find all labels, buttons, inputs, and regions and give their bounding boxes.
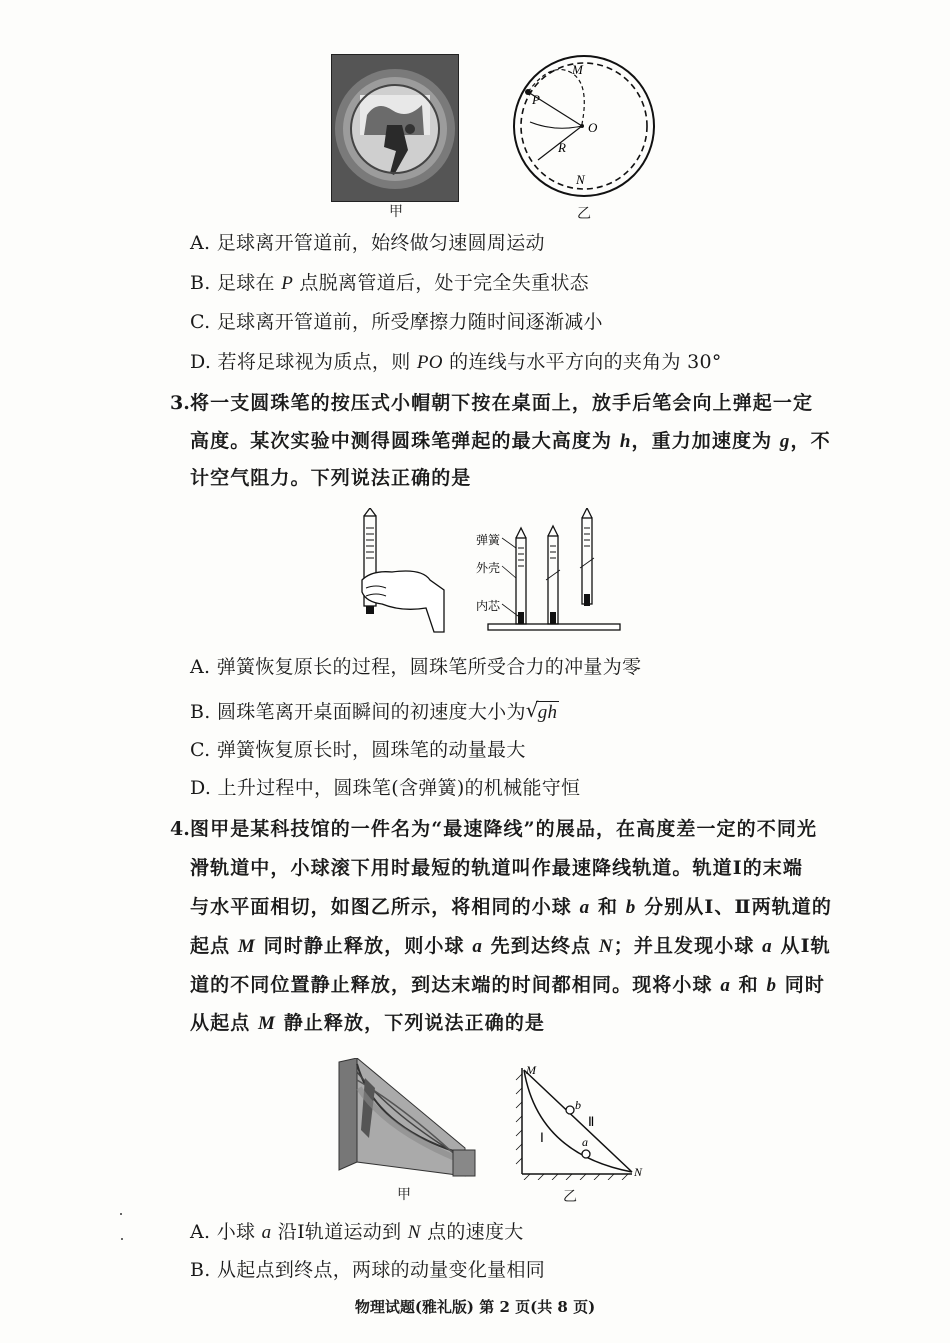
label-P: P	[532, 92, 540, 107]
q4-var-N: N	[598, 936, 614, 957]
q4-var-a: a	[762, 936, 773, 957]
q4-option-a-text3: 点的速度大	[420, 1221, 524, 1243]
q2-option-a: A. 足球离开管道前，始终做匀速圆周运动	[190, 232, 545, 254]
figure-caption-jia: 甲	[389, 204, 403, 220]
table-surface	[488, 624, 620, 630]
q4-var-b: b	[625, 897, 637, 918]
hatching	[516, 1074, 628, 1180]
q4-var-M: M	[258, 1013, 277, 1034]
q4-text: 从Ⅰ轨	[772, 935, 831, 957]
q3-number: 3.	[170, 392, 190, 414]
label-track-I: Ⅰ	[540, 1130, 544, 1145]
brachistochrone-exhibit-photo	[335, 1058, 477, 1182]
q3-option-d: D. 上升过程中，圆珠笔(含弹簧)的机械能守恒	[190, 777, 581, 799]
q3-option-b-text: B. 圆珠笔离开桌面瞬间的初速度大小为	[190, 701, 526, 723]
label-M: M	[526, 1063, 536, 1077]
q4-option-b: B. 从起点到终点，两球的动量变化量相同	[190, 1259, 546, 1281]
q3-var-g: g	[779, 431, 791, 452]
q2-option-b	[190, 271, 589, 296]
q2-option-d	[190, 350, 722, 375]
q4-option-a-text: A. 小球	[190, 1221, 262, 1243]
q4-stem-line6	[190, 1011, 545, 1036]
q4-figure-caption-yi: 乙	[563, 1189, 577, 1205]
q4-figure-caption-jia: 甲	[397, 1187, 411, 1203]
pipe-photo	[331, 54, 459, 202]
curve-guide	[530, 122, 582, 128]
track-II	[524, 1070, 632, 1172]
q3-option-a: A. 弹簧恢复原长的过程，圆珠笔所受合力的冲量为零	[190, 656, 642, 678]
q2-option-d-var: PO	[416, 352, 443, 373]
label-a: a	[582, 1135, 588, 1149]
q3-stem-line2	[190, 429, 831, 454]
sqrt-gh: √ gh	[525, 698, 558, 723]
pen-middle	[546, 526, 560, 624]
q2-option-c: C. 足球离开管道前，所受摩擦力随时间逐渐减小	[190, 311, 603, 333]
pipe-photo-drawing	[332, 55, 458, 201]
q4-text: 道的不同位置静止释放，到达末端的时间都相同。现将小球	[190, 974, 721, 996]
q4-option-a-text2: 沿Ⅰ轨道运动到	[271, 1221, 408, 1243]
q2-option-d-text2: 的连线与水平方向的夹角为 30°	[442, 351, 722, 373]
q4-text: ；并且发现小球	[613, 935, 763, 957]
label-M: M	[572, 62, 583, 77]
figure-caption-yi: 乙	[577, 206, 591, 222]
hand-pen	[362, 508, 444, 632]
q3-option-c: C. 弹簧恢复原长时，圆珠笔的动量最大	[190, 739, 526, 761]
label-track-II: Ⅱ	[588, 1114, 595, 1129]
q4-text: 先到达终点	[482, 935, 599, 957]
q4-text: 和	[730, 974, 767, 996]
label-shell: 外壳	[476, 561, 501, 575]
q4-stem-line2: 滑轨道中，小球滚下用时最短的轨道叫作最速降线轨道。轨道Ⅰ的末端	[190, 857, 803, 879]
q3-var-h: h	[619, 431, 632, 452]
q4-var-a: a	[472, 936, 483, 957]
label-spring: 弹簧	[476, 533, 501, 547]
label-O: O	[588, 120, 598, 135]
circular-track-diagram	[510, 52, 658, 200]
q4-option-a-var: a	[261, 1222, 272, 1243]
q3-stem-text2: ，重力加速度为	[631, 430, 780, 452]
q4-text: 同时静止释放，则小球	[255, 935, 473, 957]
q2-option-b-text: B. 足球在	[190, 272, 282, 294]
q4-text: 和	[590, 896, 626, 918]
point-O	[580, 124, 584, 128]
q3-stem-text: 高度。某次实验中测得圆珠笔弹起的最大高度为	[190, 430, 620, 452]
label-R: R	[558, 140, 566, 155]
q4-var-a: a	[579, 897, 591, 918]
q4-option-a	[190, 1220, 524, 1245]
scan-speck	[120, 1213, 122, 1215]
q4-stem-line1: 图甲是某科技馆的一件名为“最速降线”的展品，在高度差一定的不同光	[190, 818, 818, 840]
label-N: N	[634, 1165, 643, 1179]
pen-airborne	[580, 508, 594, 606]
q4-stem-line3	[190, 895, 832, 920]
q4-text: 从起点	[190, 1012, 259, 1034]
q4-stem-line5	[190, 973, 825, 998]
q2-option-b-var: P	[281, 273, 294, 294]
q3-stem-line1: 将一支圆珠笔的按压式小帽朝下按在桌面上，放手后笔会向上弹起一定	[190, 392, 814, 414]
q3-option-b	[190, 700, 559, 725]
scan-speck	[121, 1238, 123, 1240]
q4-text: 同时	[777, 974, 825, 996]
q4-text: 起点	[190, 935, 238, 957]
q4-text: 静止释放，下列说法正确的是	[276, 1012, 546, 1034]
sqrt-radicand: gh	[537, 702, 558, 723]
track-diagram	[514, 1062, 650, 1180]
ball-b	[566, 1106, 574, 1114]
q4-var-M: M	[237, 936, 256, 957]
pen-compressed	[502, 528, 526, 624]
q3-stem-line3: 计空气阻力。下列说法正确的是	[190, 467, 472, 489]
q4-option-a-var2: N	[407, 1222, 421, 1243]
q4-var-b: b	[766, 975, 778, 996]
q3-stem-text3: ，不	[790, 430, 831, 452]
q4-var-a: a	[720, 975, 731, 996]
point-P	[525, 89, 531, 95]
q4-stem-line4	[190, 934, 831, 959]
q4-text: 分别从Ⅰ、Ⅱ两轨道的	[636, 896, 832, 918]
pen-diagram	[352, 508, 624, 638]
page-footer: 物理试题(雅礼版) 第 2 页(共 8 页)	[354, 1298, 596, 1316]
ball-a	[582, 1150, 590, 1158]
q4-text: 与水平面相切，如图乙所示，将相同的小球	[190, 896, 580, 918]
label-core: 内芯	[476, 599, 501, 613]
label-N: N	[576, 172, 585, 187]
q2-option-b-text2: 点脱离管道后，处于完全失重状态	[293, 272, 589, 294]
q2-option-d-text: D. 若将足球视为质点，则	[190, 351, 417, 373]
q4-number: 4.	[170, 818, 190, 840]
label-b: b	[575, 1098, 581, 1112]
